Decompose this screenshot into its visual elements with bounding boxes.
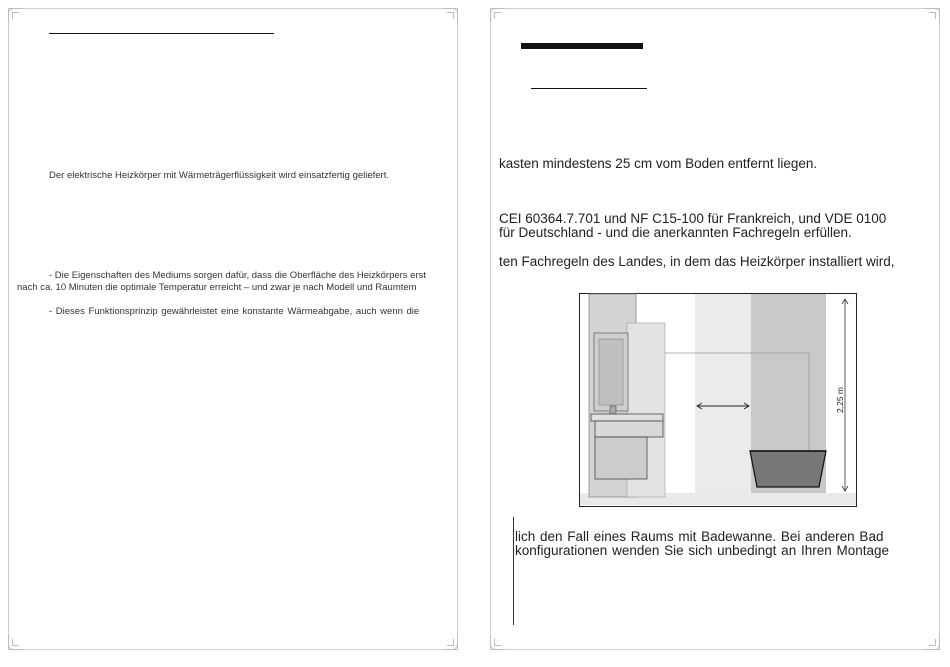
caption-margin-line [513, 517, 514, 625]
zone-band-light [695, 294, 751, 493]
bathroom-zone-diagram [579, 293, 857, 507]
sink-top [591, 414, 663, 421]
text-line-2: CEI 60364.7.701 und NF C15-100 für Frankreich, und VDE 0100 [499, 211, 887, 226]
corner-ornament [925, 635, 940, 650]
corner-ornament [490, 8, 505, 23]
corner-ornament [8, 8, 23, 23]
corner-ornament [443, 635, 458, 650]
paragraph-2-line-1: - Die Eigenschaften des Mediums sorgen dafür, dass die Oberfläche des Heizkörpers erst [49, 270, 427, 281]
vanity-drawer [595, 421, 663, 437]
paragraph-3: - Dieses Funktionsprinzip gewährleistet eine konstante Wärmeabgabe, auch wenn die [49, 306, 420, 317]
corner-ornament [443, 8, 458, 23]
text-line-4: ten Fachregeln des Landes, in dem das Heizkörper installiert wird, [499, 254, 895, 269]
title-bar [521, 43, 643, 49]
mirror [599, 339, 623, 405]
right-page [490, 8, 940, 650]
text-line-3: für Deutschland - und die anerkannten Fachregeln erfüllen. [499, 225, 852, 240]
caption-line-2: konfigurationen wenden Sie sich unbedingt an Ihren Montage [515, 543, 890, 558]
corner-ornament [925, 8, 940, 23]
height-label: 2,25 m [835, 387, 845, 413]
left-page [8, 8, 458, 650]
subtitle-rule [531, 88, 647, 89]
text-line-1: kasten mindestens 25 cm vom Boden entfernt liegen. [499, 156, 818, 171]
faucet [610, 406, 616, 414]
corner-ornament [8, 635, 23, 650]
heading-rule [49, 33, 274, 34]
caption-line-1: lich den Fall eines Raums mit Badewanne. Bei anderen Bad [515, 529, 884, 544]
bathtub [750, 451, 826, 487]
corner-ornament [490, 635, 505, 650]
vanity-cabinet [595, 437, 647, 479]
paragraph-2-line-2: nach ca. 10 Minuten die optimale Temperatur erreicht – und zwar je nach Modell und Raumtem [17, 282, 417, 293]
paragraph-1: Der elektrische Heizkörper mit Wärmeträgerflüssigkeit wird einsatzfertig geliefert. [49, 170, 390, 181]
